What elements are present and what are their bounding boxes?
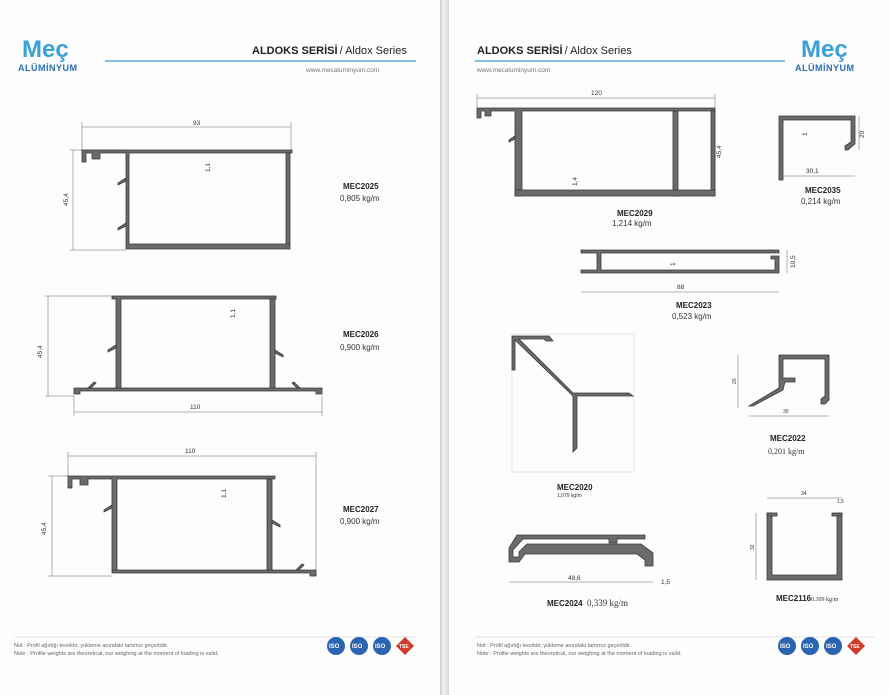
profile-weight: 0,523 kg/m [672, 312, 712, 321]
profile-mec2024 [509, 535, 670, 608]
dim-wall: 1,1 [221, 488, 228, 498]
dim-height: 45,4 [37, 345, 44, 358]
profile-mec2023 [581, 250, 797, 321]
dim-height: 45,4 [63, 193, 70, 206]
dim-wall: 1 [670, 262, 677, 266]
note-tr: Not : Profil ağırlığı teoriktir, yükleme anındaki tartımız geçerlidir. [14, 643, 169, 649]
profile-mec2026 [37, 296, 380, 416]
profile-weight: 0,805 kg/m [340, 194, 380, 203]
dim-wall: 1,5 [837, 499, 844, 505]
profile-code: MEC2022 [770, 434, 806, 443]
profile-code: MEC2035 [805, 186, 841, 195]
logo-sub: ALÜMİNYUM [18, 63, 78, 73]
dim-width: 88 [677, 284, 685, 291]
profile-mec2022 [732, 355, 829, 456]
svg-text:ISO: ISO [803, 644, 814, 650]
svg-text:ISO: ISO [780, 644, 791, 650]
profile-weight: 0,201 kg/m [768, 447, 805, 456]
profile-code: MEC2026 [343, 330, 379, 339]
profile-code: MEC2116 [776, 594, 812, 603]
logo-name: Meç [801, 36, 848, 63]
dim-height: 45,4 [716, 145, 723, 158]
dim-width: 34 [801, 491, 807, 497]
svg-text:TSE: TSE [399, 644, 409, 650]
profile-weight: 1,214 kg/m [612, 219, 652, 228]
website-url: www.mecaluminyum.com [306, 67, 380, 74]
dim-width: 110 [185, 448, 196, 455]
profile-code: MEC2027 [343, 505, 379, 514]
profile-weight: 0,900 kg/m [340, 343, 380, 352]
profile-mec2029 [477, 90, 723, 228]
series-title: ALDOKS SERİSİ / Aldox Series [252, 45, 407, 57]
svg-text:ISO: ISO [375, 644, 386, 650]
profile-code: MEC2024 [547, 599, 583, 608]
dim-width: 48,6 [568, 575, 581, 582]
dim-wall: 1,4 [572, 176, 579, 186]
dim-height: 32 [750, 544, 756, 550]
book-gutter [440, 0, 449, 695]
dim-width: 30 [783, 409, 789, 415]
certification-badges [778, 637, 865, 655]
dim-wall: 1 [802, 132, 809, 136]
logo-name: Meç [22, 36, 69, 63]
left-page-canvas [0, 0, 440, 695]
profile-weight: 0,339 kg/m [587, 598, 629, 608]
profile-weight: 0,214 kg/m [801, 197, 841, 206]
profile-weight: 0.309 kg/m [811, 597, 839, 603]
dim-width: 30,1 [806, 168, 819, 175]
right-page-canvas [449, 0, 889, 695]
profile-mec2027 [41, 448, 380, 576]
dim-width: 93 [193, 120, 201, 127]
dim-wall: 1,5 [661, 579, 671, 586]
profile-mec2116 [750, 491, 844, 603]
profile-weight: 0,900 kg/m [340, 517, 380, 526]
mec-logo [18, 36, 78, 73]
profile-mec2035 [779, 116, 866, 206]
logo-sub: ALÜMİNYUM [795, 63, 855, 73]
left-page [0, 0, 440, 695]
profile-mec2025 [63, 120, 380, 250]
dim-height: 20 [859, 130, 866, 138]
profile-code: MEC2020 [557, 483, 593, 492]
dim-height: 45,4 [41, 522, 48, 535]
svg-text:ISO: ISO [826, 644, 837, 650]
dim-wall: 1,1 [205, 162, 212, 172]
website-url: www.mecaluminyum.com [477, 67, 551, 74]
svg-text:TSE: TSE [850, 644, 860, 650]
profile-mec2020 [512, 334, 634, 499]
profile-code: MEC2029 [617, 209, 653, 218]
right-page [449, 0, 889, 695]
profile-code: MEC2023 [676, 301, 712, 310]
mec-logo [795, 36, 855, 73]
note-en: Note : Profile weights are theoretical, our weighing at the moment of loading is valid. [477, 651, 682, 657]
dim-width: 120 [591, 90, 602, 97]
profile-code: MEC2025 [343, 182, 379, 191]
note-tr: Not : Profil ağırlığı teoriktir, yükleme anındaki tartımız geçerlidir. [477, 643, 632, 649]
svg-text:ISO: ISO [352, 644, 363, 650]
note-en: Note : Profile weights are theoretical, our weighing at the moment of loading is valid. [14, 651, 219, 657]
svg-text:ISO: ISO [329, 644, 340, 650]
dim-height: 10,5 [790, 255, 797, 268]
profile-weight: 1,079 kg/m [557, 493, 582, 499]
dim-wall: 1,1 [230, 308, 237, 318]
dim-height: 20 [732, 378, 738, 384]
certification-badges [327, 637, 414, 655]
dim-width: 110 [190, 404, 201, 411]
series-title: ALDOKS SERİSİ / Aldox Series [477, 45, 632, 57]
